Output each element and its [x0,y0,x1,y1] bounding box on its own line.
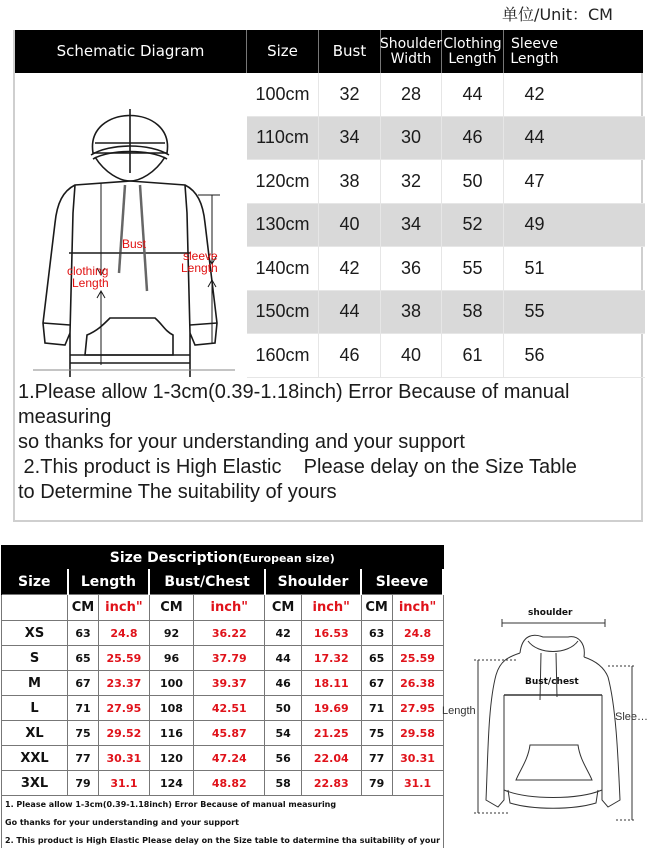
cell-sleeve-inch: 30.31 [392,746,443,771]
unit-label: 单位/Unit：CM [502,5,613,24]
cell-bust-cm: 124 [149,771,193,796]
diagram-label-clothing-length: Length [72,276,109,290]
cell-shoulder: 32 [381,160,442,203]
cell-bust-inch: 42.51 [194,696,265,721]
cell-length-cm: 71 [68,696,99,721]
cell-size: L [2,696,68,721]
diagram-label-sleeve: sleeve [183,249,218,263]
cell-size: 3XL [2,771,68,796]
cell-size: XL [2,721,68,746]
measurement-diagram [438,595,655,835]
cell-sleeve: 42 [524,83,545,104]
cell-size: 160cm [247,334,319,377]
cell-sleeve-cm: 63 [361,621,392,646]
cell-sleeve-cm: 65 [361,646,392,671]
cell-bust-inch: 45.87 [194,721,265,746]
cell-bust: 46 [319,334,381,377]
cell-length-inch: 25.59 [99,646,150,671]
header-shoulder: Shoulder [265,570,361,595]
cell-bust-inch: 37.79 [194,646,265,671]
table-header-row [2,570,444,595]
note-row [2,832,444,848]
header-sleeve-length: Sleeve Length [510,35,559,67]
cell-length-inch: 29.52 [99,721,150,746]
cell-sleeve: 44 [524,127,545,148]
table-title-row [2,546,444,570]
table-row [2,621,444,646]
cell-size: 140cm [247,247,319,290]
cell-length-cm: 79 [68,771,99,796]
cell-shoulder-inch: 17.32 [301,646,361,671]
cell-length-inch: 27.95 [99,696,150,721]
cell-bust: 42 [319,247,381,290]
note-line: 1.Please allow 1-3cm(0.39-1.18inch) Error Because of manual [18,381,570,403]
table-row [247,204,645,248]
cell-bust: 44 [319,291,381,334]
cell-bust-inch: 48.82 [194,771,265,796]
diagram-label-clothing: clothing [67,264,109,278]
table-row [2,696,444,721]
cell-bust-cm: 100 [149,671,193,696]
cell-bust-cm: 120 [149,746,193,771]
kids-size-notes [18,380,638,505]
cell-shoulder-inch: 19.69 [301,696,361,721]
cell-length-inch: 30.31 [99,746,150,771]
cell-size: 120cm [247,160,319,203]
schematic-diagram [15,73,245,377]
cell-length: 52 [442,204,504,247]
cell-shoulder-cm: 54 [265,721,301,746]
note-line: 1. Please allow 1-3cm(0.39-1.18inch) Error Because of manual measuring [2,796,444,814]
table-row [2,671,444,696]
cell-bust-cm: 108 [149,696,193,721]
cell-sleeve-cm: 75 [361,721,392,746]
cell-length-cm: 75 [68,721,99,746]
cell-size: XS [2,621,68,646]
hoodie-sketch-icon [15,73,245,377]
header-size: Size [2,570,68,595]
cell-shoulder-inch: 16.53 [301,621,361,646]
cell-shoulder: 36 [381,247,442,290]
kids-size-rows [247,73,645,378]
cell-sleeve: 47 [524,170,545,191]
header-size: Size [247,30,319,73]
table-row [2,646,444,671]
cell-shoulder-cm: 42 [265,621,301,646]
cell-sleeve-cm: 77 [361,746,392,771]
cell-size: 150cm [247,291,319,334]
cell-shoulder: 34 [381,204,442,247]
header-bust-chest: Bust/Chest [149,570,265,595]
table-title-suffix: (European size) [237,551,335,565]
note-line: to Determine The suitability of yours [18,481,337,503]
cell-shoulder-cm: 50 [265,696,301,721]
table-row [247,247,645,291]
cell-shoulder: 28 [381,73,442,116]
cell-bust: 40 [319,204,381,247]
cell-sleeve: 55 [524,301,545,322]
note-row [2,814,444,832]
unit-cm: CM [149,595,193,621]
cell-length: 44 [442,73,504,116]
cell-sleeve: 51 [524,257,545,278]
cell-sleeve-inch: 27.95 [392,696,443,721]
cell-size: M [2,671,68,696]
cell-size: 110cm [247,117,319,160]
header-schematic-diagram: Schematic Diagram [15,30,247,73]
cell-sleeve-inch: 31.1 [392,771,443,796]
european-size-table [1,545,444,848]
table-row [2,746,444,771]
cell-length-cm: 63 [68,621,99,646]
cell-length-cm: 67 [68,671,99,696]
note-line: 2.This product is High Elastic Please delay on the Size Table [18,456,577,478]
cell-bust-cm: 92 [149,621,193,646]
diagram-label-sleeve-length: Length [181,261,218,275]
cell-length: 61 [442,334,504,377]
cell-sleeve-cm: 71 [361,696,392,721]
note-line: so thanks for your understanding and your support [18,431,465,453]
unit-cm: CM [68,595,99,621]
unit-blank [2,595,68,621]
header-bust: Bust [319,30,381,73]
cell-length-cm: 77 [68,746,99,771]
cell-bust-inch: 47.24 [194,746,265,771]
cell-length: 46 [442,117,504,160]
cell-shoulder-inch: 21.25 [301,721,361,746]
cell-shoulder-cm: 56 [265,746,301,771]
unit-row [2,595,444,621]
cell-bust-inch: 36.22 [194,621,265,646]
cell-length: 55 [442,247,504,290]
header-sleeve: Sleeve [361,570,443,595]
cell-length: 50 [442,160,504,203]
cell-bust-cm: 116 [149,721,193,746]
table-row [247,160,645,204]
cell-shoulder-inch: 22.04 [301,746,361,771]
cell-shoulder: 40 [381,334,442,377]
cell-size: S [2,646,68,671]
unit-cm: CM [265,595,301,621]
cell-bust-inch: 39.37 [194,671,265,696]
cell-sleeve-inch: 24.8 [392,621,443,646]
unit-cm: CM [361,595,392,621]
cell-shoulder-cm: 46 [265,671,301,696]
cell-sleeve-inch: 29.58 [392,721,443,746]
table-row [247,73,645,117]
table-row [247,334,645,378]
cell-size: XXL [2,746,68,771]
table-title-text: Size Description [109,549,238,566]
label-length: Length [442,705,476,717]
cell-length-cm: 65 [68,646,99,671]
unit-inch: inch" [301,595,361,621]
note-line: Go thanks for your understanding and your support [2,814,444,832]
cell-sleeve-inch: 26.38 [392,671,443,696]
label-bust-chest: Bust/chest [525,677,579,687]
cell-length-inch: 23.37 [99,671,150,696]
header-shoulder-width: Shoulder Width [381,30,442,73]
table-row [2,721,444,746]
note-line: 2. This product is High Elastic Please delay on the Size table to datermine tha suitability of your [2,832,444,848]
table-row [247,117,645,161]
cell-shoulder: 38 [381,291,442,334]
kids-size-table-header [15,30,643,73]
unit-inch: inch" [392,595,443,621]
diagram-label-bust: Bust [122,237,147,251]
cell-length: 58 [442,291,504,334]
cell-bust-cm: 96 [149,646,193,671]
table-row [2,771,444,796]
table-row [247,291,645,335]
cell-bust: 32 [319,73,381,116]
label-sleeve: Slee… [615,711,649,723]
cell-sleeve-cm: 79 [361,771,392,796]
table-title [2,546,444,570]
cell-bust: 34 [319,117,381,160]
cell-length-inch: 24.8 [99,621,150,646]
cell-shoulder-cm: 44 [265,646,301,671]
header-clothing-length: Clothing Length [442,30,504,73]
cell-shoulder-inch: 18.11 [301,671,361,696]
cell-size: 130cm [247,204,319,247]
cell-length-inch: 31.1 [99,771,150,796]
note-row [2,796,444,814]
cell-bust: 38 [319,160,381,203]
unit-inch: inch" [99,595,150,621]
cell-sleeve: 49 [524,214,545,235]
note-line: measuring [18,406,112,428]
cell-shoulder: 30 [381,117,442,160]
cell-sleeve-cm: 67 [361,671,392,696]
kids-size-table [13,30,643,522]
cell-size: 100cm [247,73,319,116]
cell-shoulder-inch: 22.83 [301,771,361,796]
cell-shoulder-cm: 58 [265,771,301,796]
cell-sleeve-inch: 25.59 [392,646,443,671]
unit-inch: inch" [194,595,265,621]
header-length: Length [68,570,150,595]
cell-sleeve: 56 [524,344,545,365]
label-shoulder: shoulder [528,608,573,618]
